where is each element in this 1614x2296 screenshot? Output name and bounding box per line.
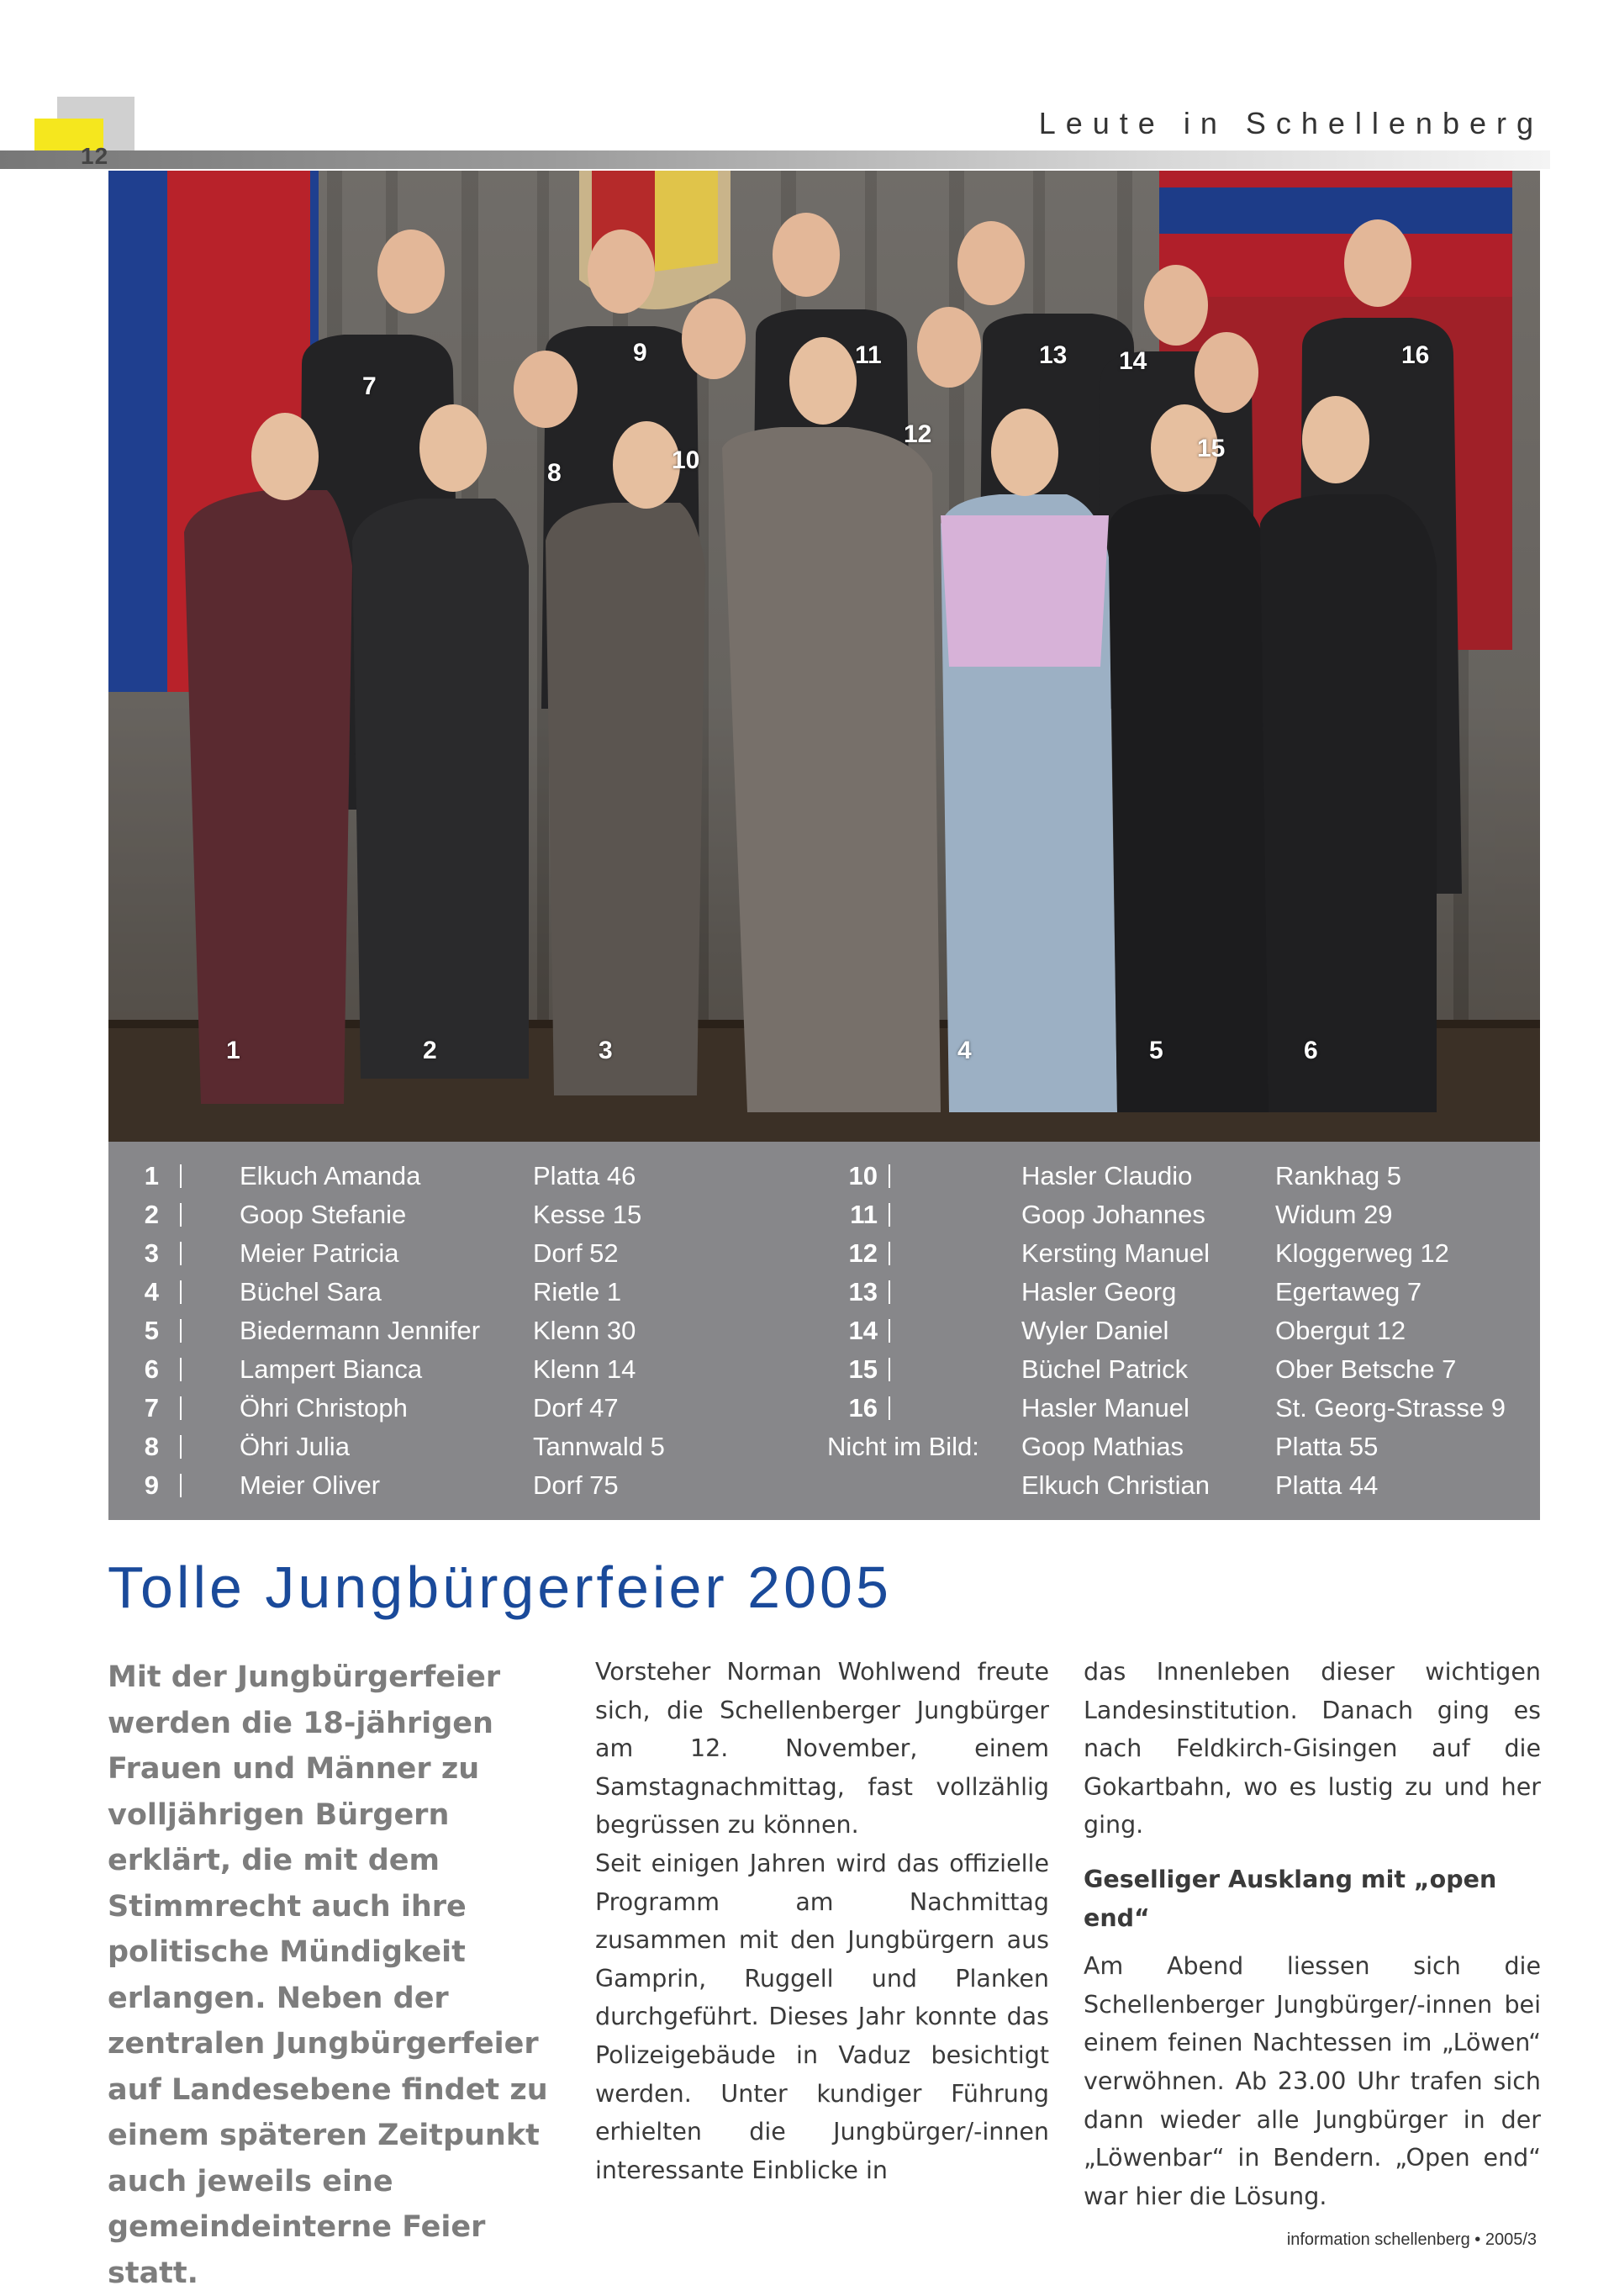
row-name: Öhri Christoph [240,1393,408,1422]
photo-label-4: 4 [957,1037,972,1064]
caption-row-not-pictured-1 [827,1428,1540,1466]
row-divider [889,1203,890,1227]
row-number: 13 [848,1277,878,1306]
caption-row-7 [108,1389,865,1428]
caption-row-2 [108,1196,865,1234]
row-divider [180,1358,182,1381]
photo-label-3: 3 [599,1037,613,1064]
row-address: Dorf 47 [533,1393,619,1422]
photo-label-8: 8 [547,459,562,487]
photo-label-15: 15 [1197,435,1226,462]
paragraph: Vorsteher Norman Wohlwend freute sich, die Schellenberger Jungbürger am 12. November, einem Samstagnachmittag, fast vollzählig begrüssen zu können. [595,1658,1049,1839]
row-divider [180,1164,182,1188]
row-name: Öhri Julia [240,1432,350,1461]
paragraph: Seit einigen Jahren wird das offizielle Programm am Nachmittag zusammen mit den Jungbürgern aus Gamprin, Ruggell und Planken durchgeführt. Dieses Jahr konnte das Polizeigebäude in Vaduz besichtigt werden. Unter kundiger Führung erhielten die Jungbürger/-innen interessante Einblicke in [595,1849,1049,2184]
row-name: Lampert Bianca [240,1354,423,1384]
photo-label-16: 16 [1401,341,1430,369]
section-title: Leute in Schellenberg [1038,106,1543,140]
row-address: Klenn 14 [533,1354,636,1384]
photo-label-5: 5 [1149,1037,1163,1064]
row-address: Platta 46 [533,1161,636,1190]
caption-row-3 [108,1234,865,1273]
photo-label-6: 6 [1304,1037,1318,1064]
row-address: Dorf 52 [533,1238,619,1268]
article-column-3 [1084,1653,1541,2215]
photo-label-10: 10 [672,446,700,474]
row-number: 1 [144,1161,159,1190]
row-divider [180,1319,182,1343]
row-name: Elkuch Christian [1021,1470,1210,1500]
article-column-2 [595,1653,1049,2189]
row-number: 12 [848,1238,878,1268]
row-address: Platta 44 [1275,1470,1379,1500]
photo-label-13: 13 [1039,341,1068,369]
row-name: Goop Johannes [1021,1200,1205,1229]
caption-row-10 [827,1157,1540,1196]
row-divider [889,1358,890,1381]
footer: information schellenberg • 2005/3 [1286,2230,1537,2249]
caption-row-16 [827,1389,1540,1428]
row-divider [889,1164,890,1188]
row-address: Ober Betsche 7 [1275,1354,1457,1384]
row-address: Dorf 75 [533,1470,619,1500]
row-address: Tannwald 5 [533,1432,665,1461]
row-number: 8 [144,1432,159,1461]
row-name: Elkuch Amanda [240,1161,421,1190]
row-name: Hasler Manuel [1021,1393,1189,1422]
photo-label-9: 9 [633,339,647,367]
row-divider [180,1474,182,1497]
row-address: Kloggerweg 12 [1275,1238,1449,1268]
photo-label-1: 1 [226,1037,240,1064]
row-name: Hasler Claudio [1021,1161,1193,1190]
row-number: 9 [144,1470,159,1500]
row-divider [889,1280,890,1304]
row-number: 5 [144,1316,159,1345]
row-number: 4 [144,1277,159,1306]
row-number: 15 [848,1354,878,1384]
row-name: Meier Patricia [240,1238,399,1268]
row-divider [180,1203,182,1227]
caption-row-4 [108,1273,865,1312]
photo-label-2: 2 [423,1037,437,1064]
photo-label-11: 11 [855,341,882,369]
caption-row-1 [108,1157,865,1196]
row-divider [889,1242,890,1265]
group-photo [108,171,1540,1142]
photo-label-14: 14 [1119,347,1147,375]
group-photo-illustration [108,171,1540,1142]
article-lead: Mit der Jungbürgerfeier werden die 18-jährigen Frauen und Männer zu volljährigen Bürgern erklärt, die mit dem Stimmrecht auch ihre politische Mündigkeit erlangen. Neben der zentralen Jungbürgerfeier auf Landesebene findet zu einem späteren Zeitpunkt auch jeweils eine gemeindeinterne Feier statt. [108,1660,548,2290]
row-number: 3 [144,1238,159,1268]
caption-row-11 [827,1196,1540,1234]
row-address: Widum 29 [1275,1200,1393,1229]
row-name: Goop Mathias [1021,1432,1184,1461]
row-address: Kesse 15 [533,1200,642,1229]
row-name: Biedermann Jennifer [240,1316,481,1345]
page-number: 12 [81,143,109,169]
row-address: Obergut 12 [1275,1316,1406,1345]
row-number: 7 [144,1393,159,1422]
row-name: Goop Stefanie [240,1200,407,1229]
caption-row-13 [827,1273,1540,1312]
row-address: Egertaweg 7 [1275,1277,1422,1306]
paragraph: das Innenleben dieser wichtigen Landesinstitution. Danach ging es nach Feldkirch-Gisingen auf die Gokartbahn, wo es lustig zu und her ging. [1084,1658,1541,1839]
row-name: Meier Oliver [240,1470,381,1500]
caption-table [108,1142,1540,1520]
photo-label-12: 12 [904,420,932,448]
row-divider [180,1435,182,1459]
caption-row-6 [108,1350,865,1389]
row-number: 6 [144,1354,159,1384]
header-gradient-rule [0,150,1550,169]
row-name: Hasler Georg [1021,1277,1177,1306]
caption-row-15 [827,1350,1540,1389]
caption-row-not-pictured-2 [827,1466,1540,1505]
caption-row-14 [827,1312,1540,1350]
row-name: Kersting Manuel [1021,1238,1210,1268]
row-number: 2 [144,1200,159,1229]
caption-row-8 [108,1428,865,1466]
row-number: 11 [850,1200,878,1229]
row-address: Platta 55 [1275,1432,1379,1461]
photo-label-7: 7 [362,372,377,400]
row-address: Rietle 1 [533,1277,622,1306]
row-address: Klenn 30 [533,1316,636,1345]
not-pictured-label: Nicht im Bild: [827,1432,979,1461]
row-divider [180,1242,182,1265]
row-divider [889,1319,890,1343]
row-number: 10 [848,1161,878,1190]
caption-row-5 [108,1312,865,1350]
row-divider [180,1396,182,1420]
paragraph: Am Abend liessen sich die Schellenberger Jungbürger/-innen bei einem feinen Nachtessen im „Löwen“ verwöhnen. Ab 23.00 Uhr trafen sich dann wieder alle Jungbürger in der „Löwenbar“ in Bendern. „Open end“ war hier die Lösung. [1084,1952,1541,2210]
article-heading: Tolle Jungbürgerfeier 2005 [108,1554,892,1620]
caption-row-12 [827,1234,1540,1273]
row-name: Wyler Daniel [1021,1316,1169,1345]
row-divider [889,1396,890,1420]
row-address: Rankhag 5 [1275,1161,1401,1190]
subheading: Geselliger Ausklang mit „open end“ [1084,1865,1497,1932]
row-address: St. Georg-Strasse 9 [1275,1393,1506,1422]
row-name: Büchel Sara [240,1277,382,1306]
row-name: Büchel Patrick [1021,1354,1189,1384]
caption-row-9 [108,1466,865,1505]
row-number: 16 [848,1393,878,1422]
row-number: 14 [848,1316,878,1345]
row-divider [180,1280,182,1304]
